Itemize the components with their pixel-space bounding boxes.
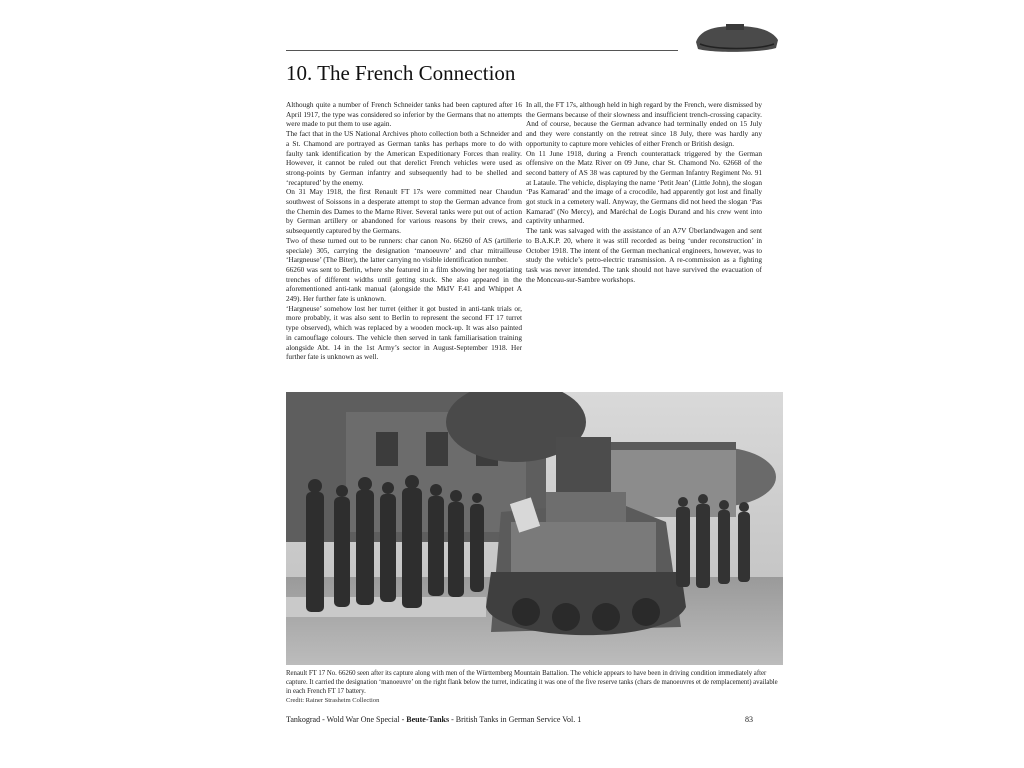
figure-caption <box>286 670 783 696</box>
caption-text: Renault FT 17 No. 66260 seen after its capture along with men of the Württemberg Mountain Battalion. The vehicle appears to have been in driving condition immediately after capture. It carried the designation ‘manoeuvre’ on the right flank below the turret, indicating it was one of the five reserve tanks (chars de manoeuvres et de remplacement) available in each French FT 17 battery. <box>286 670 778 695</box>
right-text-column <box>526 100 762 284</box>
paragraph: The fact that in the US National Archives photo collection both a Schneider and a St. Chamond are portrayed as German tanks has perhaps more to do with faulty tank identification by the American Expeditionary Forces than reality. However, it cannot be ruled out that derelict French vehicles were used as strong-points by German infantry and subsequently had to be shelled and ‘recaptured’ by the enemy. <box>286 129 522 187</box>
left-text-column <box>286 100 522 362</box>
paragraph: Although quite a number of French Schneider tanks had been captured after 16 April 1917, the type was considered so inferior by the Germans that no attempts were made to put them to use again. <box>286 100 522 129</box>
photo-credit: Credit: Rainer Strasheim Collection <box>286 697 380 704</box>
paragraph: In all, the FT 17s, although held in high regard by the French, were dismissed by the Germans because of their slowness and insufficient trench-crossing capacity. And of course, because the German advance had terminally ended on 15 July and they were constantly on the retreat since 18 July, there was hardly any opportunity to capture more vehicles of either French or British design. <box>526 100 762 148</box>
paragraph: The tank was salvaged with the assistance of an A7V Überlandwagen and sent to B.A.K.P. 20, where it was still recorded as being ‘under reconstruction’ in October 1918. The intent of the German mechanical engineers, however, was to study the vehicle’s petro-electric transmission. A re-commission as a fighting task was never intended. The tank should not have survived the evacuation of the Monceau-sur-Sambre workshops. <box>526 226 762 284</box>
paragraph: ‘Hargneuse’ somehow lost her turret (either it got busted in anti-tank trials or, more probably, it was also sent to Berlin to represent the second FT 17 turret type observed), which was replaced by a wooden mock-up. It was also painted in camouflage colours. The vehicle then served in tank familiarisation training alongside Abt. 14 in the 1st Army’s sector in August-September 1918. Her further fate is unknown as well. <box>286 303 522 362</box>
footer-prefix: Tankograd - Wold War One Special - <box>286 715 407 724</box>
paragraph: On 31 May 1918, the first Renault FT 17s were committed near Chaudun southwest of Soissons in a desperate attempt to stop the German advance from the Chemin des Dames to the Marne River. Several tanks were put out of action by German artillery or abandoned for various reasons by their crews, and subsequently captured by the Germans. <box>286 187 522 236</box>
paragraph: 66260 was sent to Berlin, where she featured in a film showing her negotiating trenches of different widths until getting stuck. She also appeared in the aforementioned anti-tank manual (alongside the MkIV F.41 and Whippet A 249). Her further fate is unknown. <box>286 264 522 304</box>
footer-series-title: Beute-Tanks <box>406 715 450 724</box>
chapter-title: 10. The French Connection <box>286 61 516 85</box>
page-footer <box>286 715 581 724</box>
tank-silhouette-icon <box>690 22 782 56</box>
historical-photo <box>286 392 783 665</box>
page-number: 83 <box>745 715 753 724</box>
footer-suffix: - British Tanks in German Service Vol. 1 <box>449 715 582 724</box>
paragraph: On 11 June 1918, during a French counterattack triggered by the German offensive on the Matz River on 09 June, char St. Chamond No. 62668 of the second battery of AS 38 was captured by the German Infantry Regiment No. 91 at Lataule. The vehicle, displaying the name ‘Petit Jean’ (Little John), the slogan ‘Pas Kamarad’ and the image of a crocodile, had apparently got lost and finally got stuck in a cemetery wall. Anyway, the Germans did not heed the slogan ‘Pas Kamarad’ (No Mercy), and Maréchal de Logis Durand and his crew went into captivity unharmed. <box>526 148 762 226</box>
header-rule <box>286 50 678 51</box>
paragraph: Two of these turned out to be runners: char canon No. 66260 of AS (artillerie speciale) 305, carrying the designation ‘manoeuvre’ and char mitrailleuse ‘Hargneuse’ (The Biter), the latter carrying no visible identification number. <box>286 235 522 265</box>
